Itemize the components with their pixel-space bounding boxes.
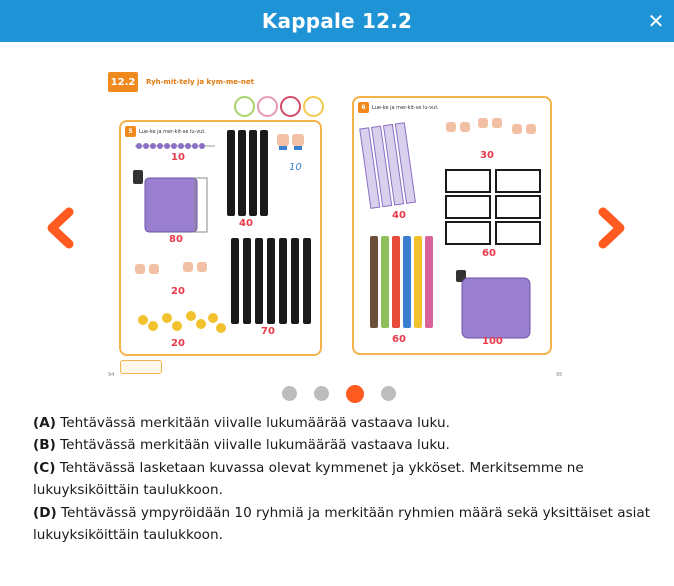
chapter-badge: 12.2 xyxy=(108,72,138,92)
close-icon: ✕ xyxy=(647,9,665,33)
answer-label: 10 xyxy=(289,162,302,173)
task-number: 5 xyxy=(125,126,136,137)
footer-chip xyxy=(120,360,162,374)
answer-label: 20 xyxy=(171,286,185,297)
answer-label: 30 xyxy=(480,150,494,161)
previous-slide-button[interactable] xyxy=(44,206,76,250)
assessment-circle xyxy=(234,96,255,117)
assessment-circle xyxy=(280,96,301,117)
description-label: (D) xyxy=(33,504,57,521)
description-item xyxy=(33,502,653,547)
carousel-dot[interactable] xyxy=(381,386,396,401)
page-number-right: 95 xyxy=(556,372,563,378)
next-slide-button[interactable] xyxy=(596,206,628,250)
modal-title: Kappale 12.2 xyxy=(261,9,413,33)
assessment-circle xyxy=(257,96,278,117)
task-instruction: Lue-ke ja mer-kit-se lu-vut. xyxy=(372,105,439,111)
carousel-dot[interactable] xyxy=(314,386,329,401)
page-number-left: 94 xyxy=(108,372,115,378)
carousel-pagination xyxy=(282,386,396,403)
description-item xyxy=(33,434,653,456)
workbook-page-left xyxy=(104,68,326,382)
chevron-right-icon xyxy=(596,206,628,250)
counting-illustrations xyxy=(121,122,324,358)
chevron-left-icon xyxy=(44,206,76,250)
modal-header xyxy=(0,0,674,42)
description-item xyxy=(33,412,653,434)
description-item xyxy=(33,457,653,502)
task-number: 6 xyxy=(358,102,369,113)
answer-label: 60 xyxy=(482,248,496,259)
close-button[interactable] xyxy=(644,9,668,33)
counting-illustrations xyxy=(354,98,554,357)
answer-label: 10 xyxy=(171,152,185,163)
answer-label: 60 xyxy=(392,334,406,345)
answer-label: 20 xyxy=(171,338,185,349)
description-text: Tehtävässä merkitään viivalle lukumäärää vastaava luku. xyxy=(55,437,450,454)
answer-label: 40 xyxy=(239,218,253,229)
description-text: Tehtävässä lasketaan kuvassa olevat kymmenet ja ykköset. Merkitsemme ne lukuyksiköittäin taulukkoon. xyxy=(33,459,584,499)
carousel-dot-active[interactable] xyxy=(346,385,364,403)
description-text: Tehtävässä merkitään viivalle lukumäärää vastaava luku. xyxy=(55,415,450,431)
workbook-spread-image xyxy=(104,68,570,382)
workbook-page-right xyxy=(344,68,570,382)
carousel-dot[interactable] xyxy=(282,386,297,401)
description-label: (B) xyxy=(33,437,56,454)
answer-label: 80 xyxy=(169,234,183,245)
self-assessment-circles xyxy=(234,96,324,117)
answer-label: 70 xyxy=(261,326,275,337)
description-text: Tehtävässä ympyröidään 10 ryhmiä ja merkitään ryhmien määrä sekä yksittäiset asiat lukuyksiköittäin taulukkoon. xyxy=(33,504,651,544)
description-label: (A) xyxy=(33,415,56,431)
answer-label: 40 xyxy=(392,210,406,221)
answer-label: 100 xyxy=(482,336,503,347)
task-descriptions xyxy=(33,412,653,546)
description-label: (C) xyxy=(33,459,56,476)
task-frame-left xyxy=(119,120,322,356)
task-instruction: Lue-ke ja mer-kit-se lu-vut. xyxy=(139,129,206,135)
chapter-title: Ryh-mit-tely ja kym-me-net xyxy=(146,78,254,86)
task-frame-right xyxy=(352,96,552,355)
assessment-circle xyxy=(303,96,324,117)
